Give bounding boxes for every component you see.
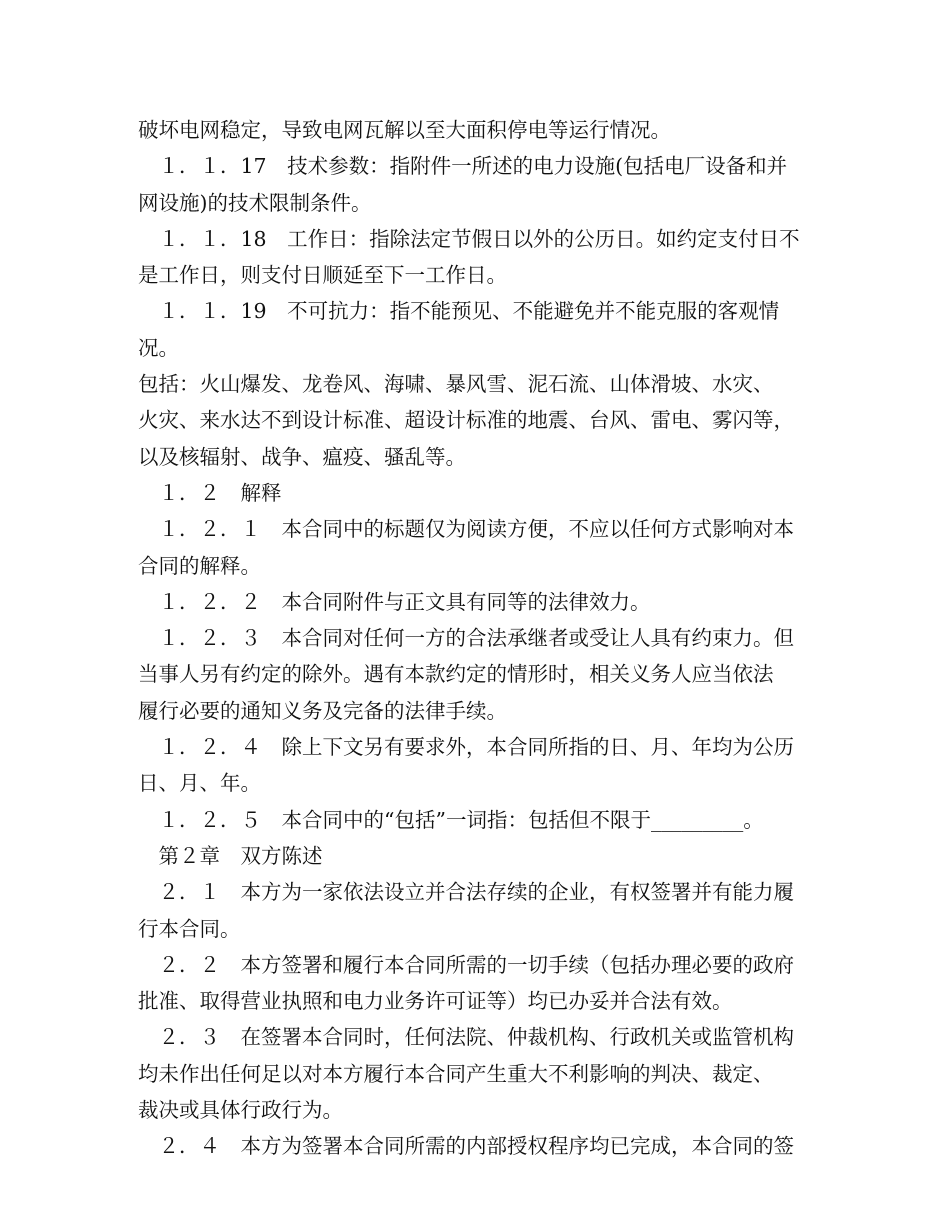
text-line: ２．４ 本方为签署本合同所需的内部授权程序均已完成，本合同的签 xyxy=(138,1134,794,1159)
text-line: ２．１ 本方为一家依法设立并合法存续的企业，有权签署并有能力履 xyxy=(138,880,794,905)
text-line: １．１．18 工作日：指除法定节假日以外的公历日。如约定支付日不 xyxy=(138,226,800,251)
text-line: １．２．５ 本合同中的“包括”一词指：包括但不限于_________。 xyxy=(138,807,764,832)
text-line: １．２．４ 除上下文另有要求外，本合同所指的日、月、年均为公历 xyxy=(138,735,794,760)
text-line: １．１．19 不可抗力：指不能预见、不能避免并不能克服的客观情况。 xyxy=(138,299,780,360)
text-line: 均未作出任何足以对本方履行本合同产生重大不利影响的判决、裁定、 xyxy=(138,1061,774,1086)
text-line: 是工作日，则支付日顺延至下一工作日。 xyxy=(138,263,507,288)
text-line: 当事人另有约定的除外。遇有本款约定的情形时，相关义务人应当依法 xyxy=(138,662,774,687)
text-line: 裁决或具体行政行为。 xyxy=(138,1098,343,1123)
text-line: １．２．２ 本合同附件与正文具有同等的法律效力。 xyxy=(138,589,651,614)
text-line: 包括：火山爆发、龙卷风、海啸、暴风雪、泥石流、山体滑坡、水灾、 xyxy=(138,372,774,397)
text-line: 履行必要的通知义务及完备的法律手续。 xyxy=(138,698,507,723)
section-heading: １．２ 解释 xyxy=(138,480,282,505)
chapter-heading: 第２章 双方陈述 xyxy=(138,843,323,868)
text-line: 破坏电网稳定，导致电网瓦解以至大面积停电等运行情况。 xyxy=(138,118,671,142)
text-line: 行本合同。 xyxy=(138,916,241,941)
text-line: 火灾、来水达不到设计标准、超设计标准的地震、台风、雷电、雾闪等， xyxy=(138,408,794,433)
text-line: 批准、取得营业执照和电力业务许可证等）均已办妥并合法有效。 xyxy=(138,989,733,1014)
text-line: １．２．１ 本合同中的标题仅为阅读方便，不应以任何方式影响对本 xyxy=(138,517,794,542)
text-line: 合同的解释。 xyxy=(138,553,261,578)
text-line: 网设施)的技术限制条件。 xyxy=(138,190,372,215)
text-line: １．１．17 技术参数：指附件一所述的电力设施(包括电厂设备和并 xyxy=(138,154,788,179)
document-body xyxy=(138,112,818,1165)
text-line: １．２．３ 本合同对任何一方的合法承继者或受让人具有约束力。但 xyxy=(138,626,794,651)
text-line: 日、月、年。 xyxy=(138,771,261,796)
text-line: ２．２ 本方签署和履行本合同所需的一切手续（包括办理必要的政府 xyxy=(138,952,794,977)
text-line: ２．３ 在签署本合同时，任何法院、仲裁机构、行政机关或监管机构 xyxy=(138,1025,794,1050)
text-line: 以及核辐射、战争、瘟疫、骚乱等。 xyxy=(138,444,466,469)
